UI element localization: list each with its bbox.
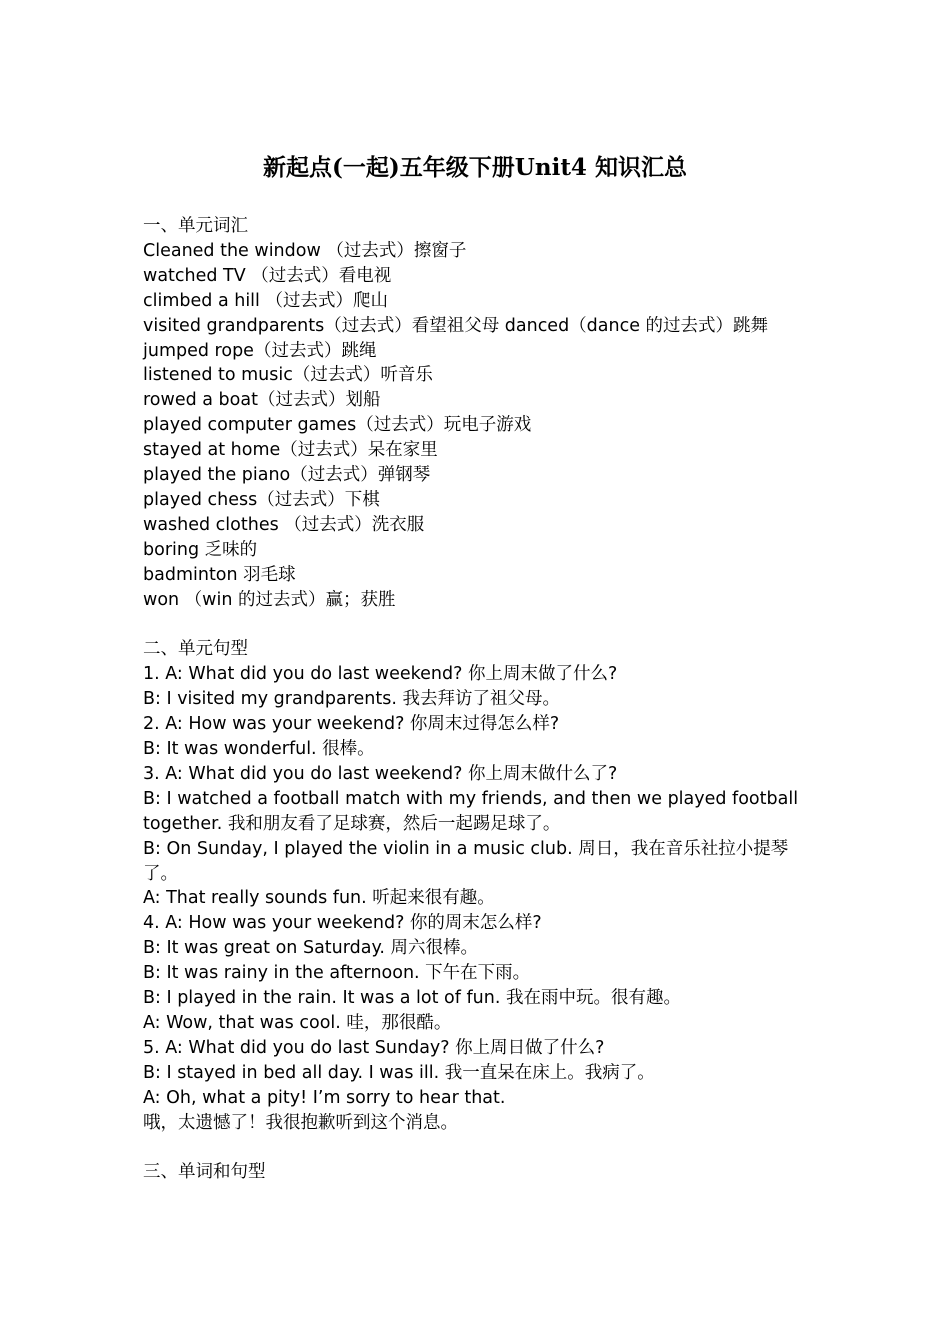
sentence-line: B: It was wonderful. 很棒。 [143, 739, 375, 760]
section-heading: 三、单词和句型 [143, 1162, 266, 1183]
vocab-line: played computer games（过去式）玩电子游戏 [143, 415, 532, 436]
sentence-line: B: I watched a football match with my friends, and then we played football together. 我和朋友看了足球赛，然后一起踢足球了。 [143, 788, 799, 834]
vocab-line: boring 乏味的 [143, 539, 258, 560]
vocab-line: badminton 羽毛球 [143, 564, 296, 585]
vocab-line: visited grandparents（过去式）看望祖父母 danced（dance 的过去式）跳舞 [143, 315, 769, 336]
document-title: 新起点(一起)五年级下册Unit4 知识汇总 [263, 154, 687, 181]
sentence-line: A: That really sounds fun. 听起来很有趣。 [143, 888, 495, 909]
vocab-line: watched TV （过去式）看电视 [143, 265, 392, 286]
sentence-line: 哦，太遗憾了！我很抱歉听到这个消息。 [143, 1112, 458, 1133]
vocab-line: Cleaned the window （过去式）擦窗子 [143, 240, 467, 261]
vocab-line: rowed a boat（过去式）划船 [143, 390, 381, 411]
sentence-line: A: Wow, that was cool. 哇，那很酷。 [143, 1012, 452, 1033]
sentence-line: B: I stayed in bed all day. I was ill. 我一直呆在床上。我病了。 [143, 1062, 655, 1083]
vocab-line: climbed a hill （过去式）爬山 [143, 290, 388, 311]
vocab-line: played chess（过去式）下棋 [143, 489, 380, 510]
vocab-line: listened to music（过去式）听音乐 [143, 365, 433, 386]
sentence-line: 3. A: What did you do last weekend? 你上周末做什么了? [143, 763, 618, 784]
vocab-line: stayed at home（过去式）呆在家里 [143, 440, 438, 461]
document-body [143, 214, 803, 1185]
section-spacer [143, 613, 803, 638]
sentence-line: B: I visited my grandparents. 我去拜访了祖父母。 [143, 689, 560, 710]
section-heading: 二、单元句型 [143, 639, 248, 660]
sentence-line: B: I played in the rain. It was a lot of fun. 我在雨中玩。很有趣。 [143, 988, 681, 1009]
vocab-line: played the piano（过去式）弹钢琴 [143, 465, 431, 486]
sentence-line: B: It was rainy in the afternoon. 下午在下雨。 [143, 963, 531, 984]
vocab-line: jumped rope（过去式）跳绳 [143, 340, 377, 361]
section-heading: 一、单元词汇 [143, 216, 248, 236]
sentence-line: B: It was great on Saturday. 周六很棒。 [143, 938, 478, 959]
vocab-line: won （win 的过去式）赢；获胜 [143, 589, 396, 610]
sentence-line: 2. A: How was your weekend? 你周末过得怎么样? [143, 714, 560, 735]
section-spacer [143, 1136, 803, 1161]
sentence-line: A: Oh, what a pity! I’m sorry to hear that. [143, 1087, 506, 1108]
sentence-line: 5. A: What did you do last Sunday? 你上周日做了什么? [143, 1037, 605, 1058]
sentence-line: B: On Sunday, I played the violin in a music club. 周日，我在音乐社拉小提琴了。 [143, 838, 789, 884]
sentence-line: 4. A: How was your weekend? 你的周末怎么样? [143, 913, 542, 934]
sentence-line: 1. A: What did you do last weekend? 你上周末做了什么? [143, 664, 618, 685]
vocab-line: washed clothes （过去式）洗衣服 [143, 514, 425, 535]
